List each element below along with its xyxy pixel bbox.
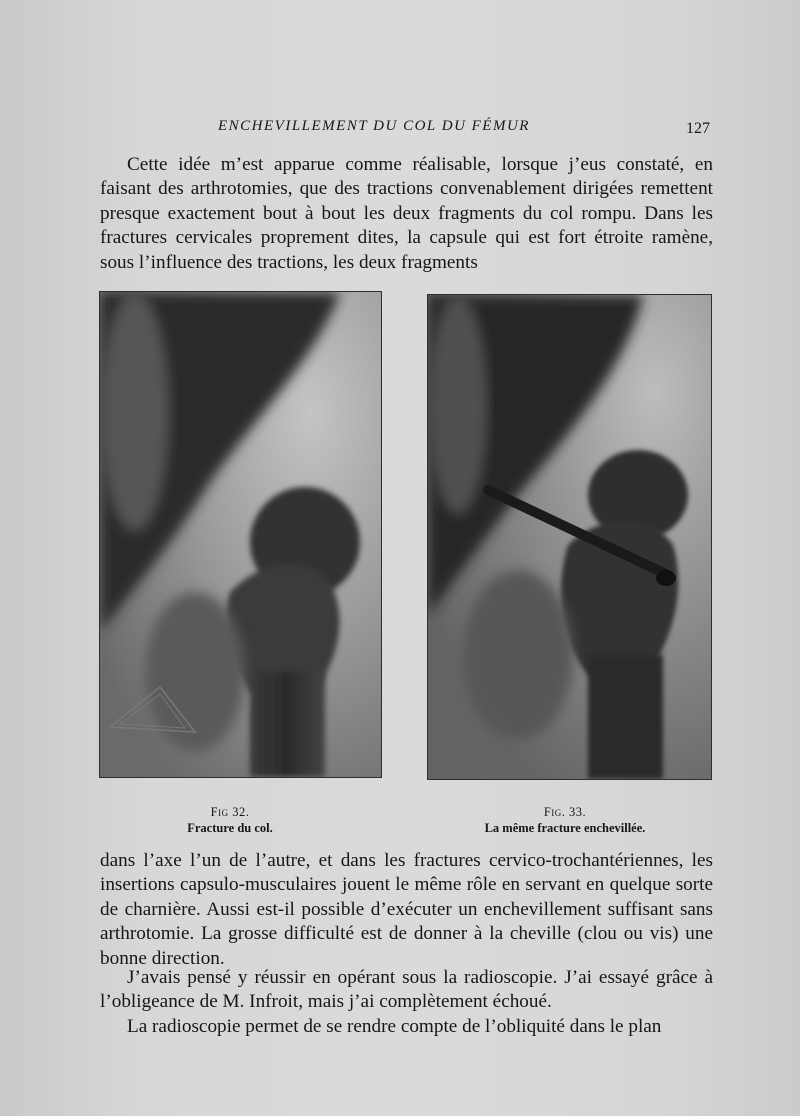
figure-33-text: La même fracture enchevillée. [484, 821, 646, 835]
page-number: 127 [686, 120, 710, 137]
paragraph-3: J’avais pensé y réussir en opérant sous la radioscopie. J’ai essayé grâce à l’obligeance de M. Infroit, mais j’ai complètement échoué. [100, 967, 713, 1013]
figure-33-xray [427, 294, 712, 780]
figure-32-xray [99, 291, 382, 778]
xray-pinned-fracture-image [428, 295, 711, 779]
figure-33-label: Fig. 33. [543, 805, 587, 819]
xray-fracture-image [100, 292, 381, 777]
figure-32-caption [130, 804, 330, 836]
paragraph-1: Cette idée m’est apparue comme réalisable, lorsque j’eus constaté, en faisant des arthrotomies, que des tractions convenablement dirigées remettent presque exactement bout à bout les deux fragments du col rompu. Dans les fractures cervicales proprement dites, la capsule qui est fort étroite ramène, sous l’influence des tractions, les deux fragments [100, 154, 713, 273]
figure-32-text: Fracture du col. [187, 821, 273, 835]
paragraph-2: dans l’axe l’un de l’autre, et dans les fractures cervico-trochantériennes, les insertions capsulo-musculaires jouent le même rôle en servant en quelque sorte de charnière. Aussi est-il possible d’exécuter un enchevillement suffisant sans arthrotomie. La grosse difficulté est de donner à la cheville (clou ou vis) une bonne direction. [100, 850, 713, 969]
figure-33-caption [455, 804, 675, 836]
paragraph-4: La radioscopie permet de se rendre compte de l’obliquité dans le plan [127, 1016, 662, 1037]
running-head: ENCHEVILLEMENT DU COL DU FÉMUR [218, 118, 530, 134]
figure-32-label: Fig 32. [210, 805, 250, 819]
